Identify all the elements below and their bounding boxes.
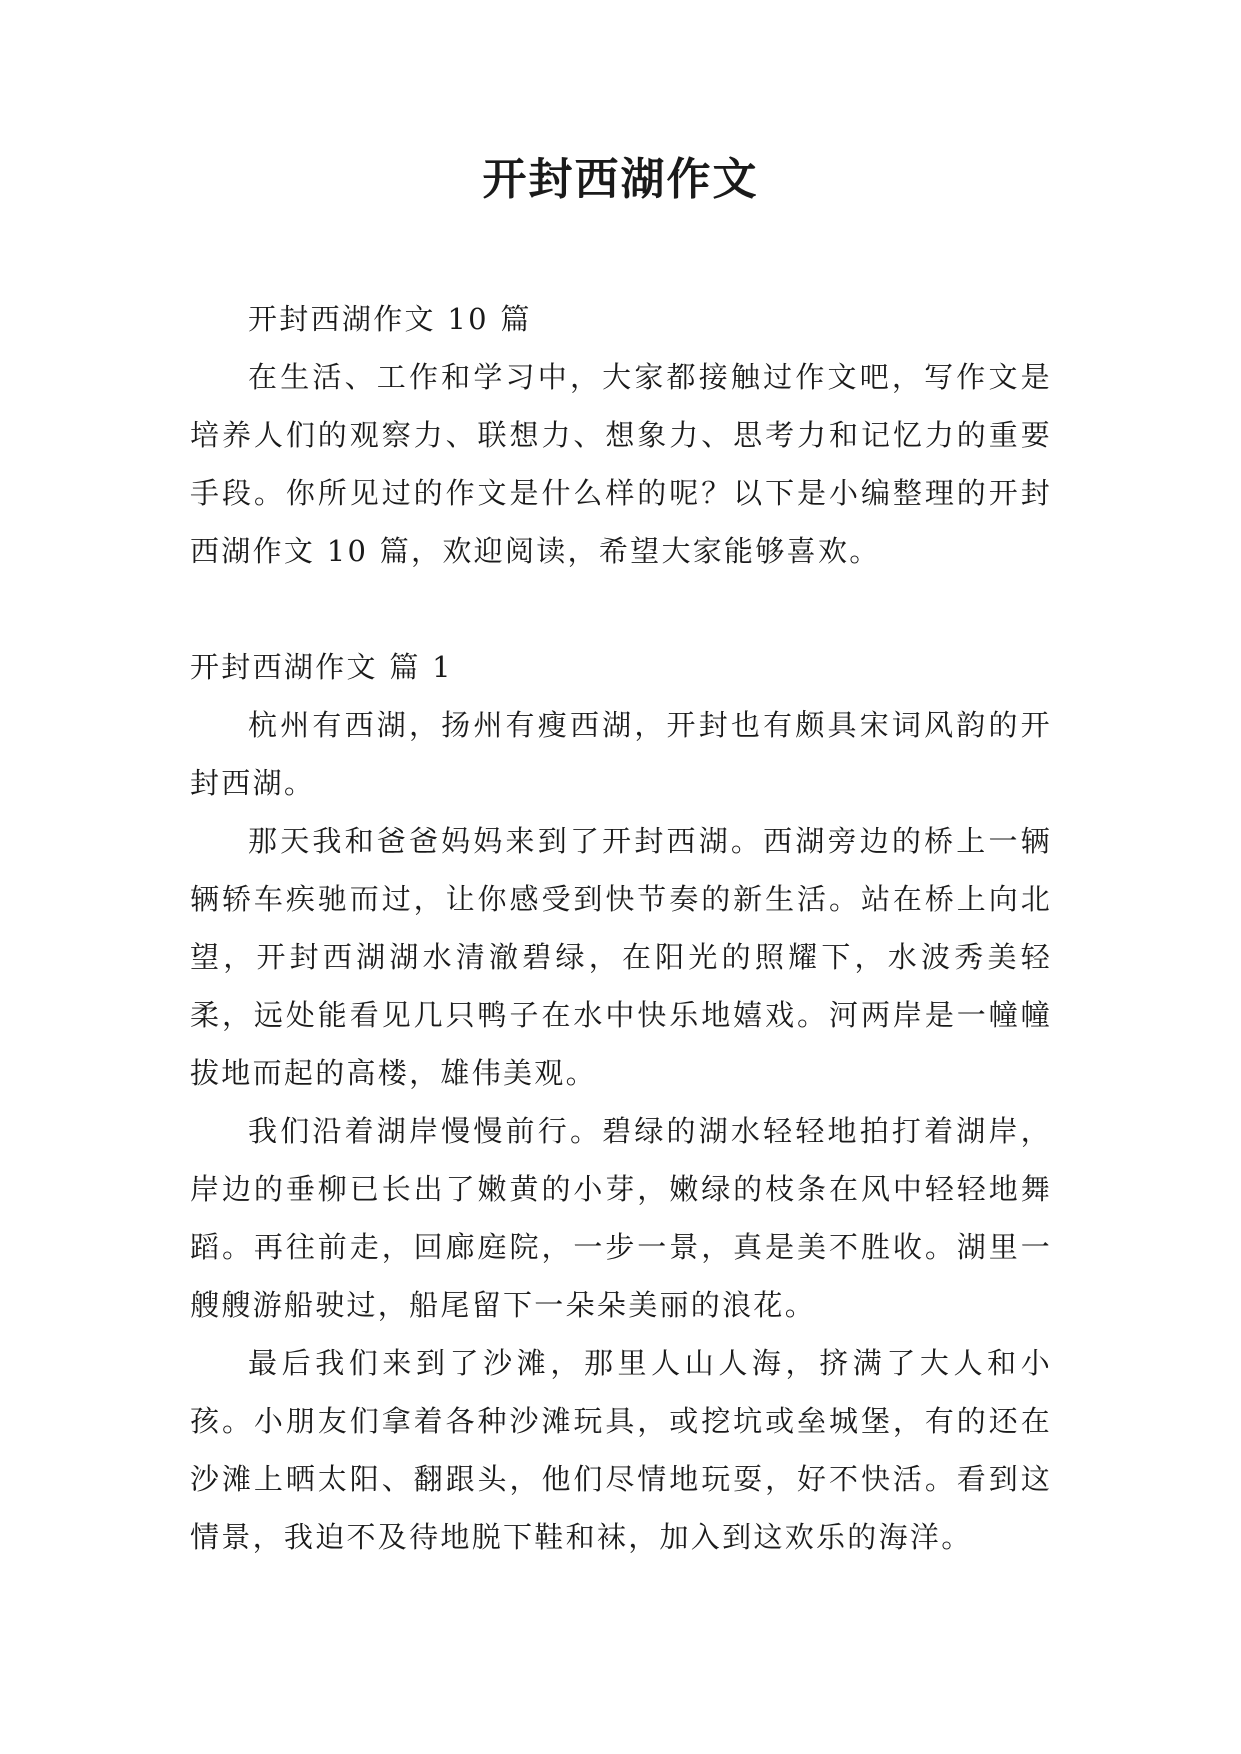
intro-paragraph: 在生活、工作和学习中，大家都接触过作文吧，写作文是培养人们的观察力、联想力、想象力、思考力和记忆力的重要手段。你所见过的作文是什么样的呢？以下是小编整理的开封西湖作文 10 篇，欢迎阅读，希望大家能够喜欢。	[190, 360, 1052, 568]
body-paragraph-3: 我们沿着湖岸慢慢前行。碧绿的湖水轻轻地拍打着湖岸，岸边的垂柳已长出了嫩黄的小芽，嫩绿的枝条在风中轻轻地舞蹈。再往前走，回廊庭院，一步一景，真是美不胜收。湖里一艘艘游船驶过，船尾留下一朵朵美丽的浪花。	[190, 1114, 1052, 1322]
section-heading: 开封西湖作文 篇 1	[190, 650, 453, 684]
body-paragraph-4: 最后我们来到了沙滩，那里人山人海，挤满了大人和小孩。小朋友们拿着各种沙滩玩具，或挖坑或垒城堡，有的还在沙滩上晒太阳、翻跟头，他们尽情地玩耍，好不快活。看到这情景，我迫不及待地脱下鞋和袜，加入到这欢乐的海洋。	[190, 1346, 1052, 1554]
document-subtitle: 开封西湖作文 10 篇	[248, 302, 532, 336]
document-body	[190, 290, 1052, 1566]
document-title: 开封西湖作文	[482, 154, 759, 205]
body-paragraph-2: 那天我和爸爸妈妈来到了开封西湖。西湖旁边的桥上一辆辆轿车疾驰而过，让你感受到快节奏的新生活。站在桥上向北望，开封西湖湖水清澈碧绿，在阳光的照耀下，水波秀美轻柔，远处能看见几只鸭子在水中快乐地嬉戏。河两岸是一幢幢拔地而起的高楼，雄伟美观。	[190, 824, 1052, 1090]
body-paragraph-1: 杭州有西湖，扬州有瘦西湖，开封也有颇具宋词风韵的开封西湖。	[190, 708, 1052, 800]
